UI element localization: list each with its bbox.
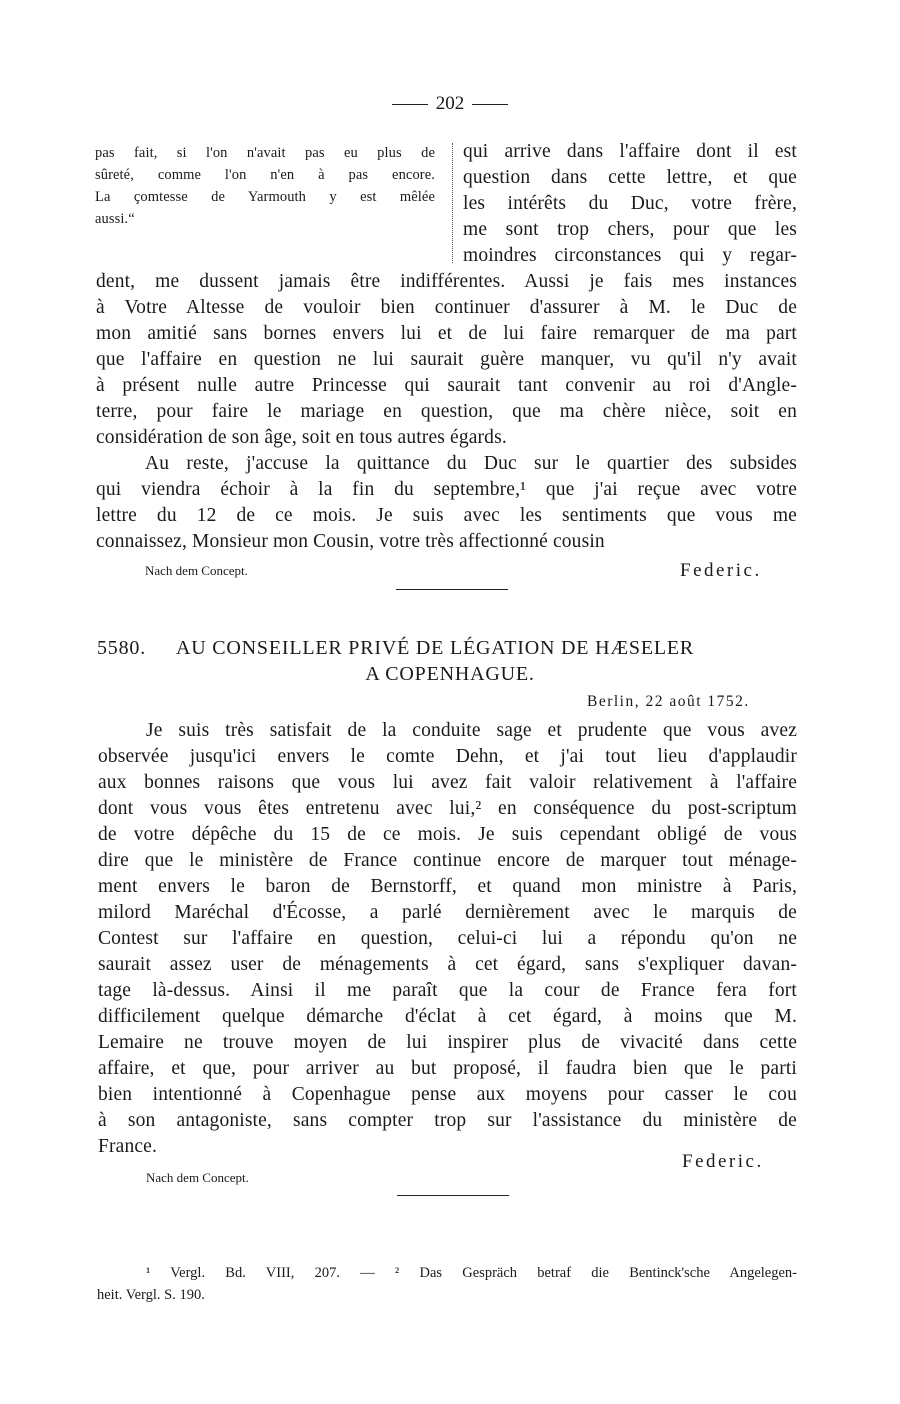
letter2-line-10: saurait assez user de ménagements à cet égard, sans s'expliquer davan- xyxy=(98,954,797,975)
letter2-line-16: à son antagoniste, sans compter trop sur l'assistance du ministère de xyxy=(98,1110,797,1131)
body-line-10: lettre du 12 de ce mois. Je suis avec les sentiments que vous me xyxy=(96,505,797,526)
letter1-source: Nach dem Concept. xyxy=(145,563,248,578)
body-line-2: à Votre Altesse de vouloir bien continuer d'assurer à M. le Duc de xyxy=(96,297,797,318)
letter2-line-9: Contest sur l'affaire en question, celui-ci lui a répondu qu'on ne xyxy=(98,928,797,949)
letter1-signature: Federic. xyxy=(680,560,762,581)
letter2-line-14: affaire, et que, pour arriver au but proposé, il faudra bien que le parti xyxy=(98,1058,797,1079)
footnote-line-2: heit. Vergl. S. 190. xyxy=(97,1287,205,1303)
letter2-line-15: bien intentionné à Copenhague pense aux moyens pour casser le cou xyxy=(98,1084,797,1105)
body-line-9: qui viendra échoir à la fin du septembre,¹ que j'ai reçue avec votre xyxy=(96,479,797,500)
letter-title-line-2: A COPENHAGUE. xyxy=(365,663,535,685)
letter2-line-3: aux bonnes raisons que vous lui avez fait valoir relativement à l'affaire xyxy=(98,772,797,793)
body-line-6: terre, pour faire le mariage en question, que ma chère nièce, soit en xyxy=(96,401,797,422)
letter2-line-5: de votre dépêche du 15 de ce mois. Je suis cependant obligé de vous xyxy=(98,824,797,845)
page-number: 202 xyxy=(0,93,900,115)
body-line-4: que l'affaire en question ne lui saurait guère manquer, vu qu'il n'y avait xyxy=(96,349,797,370)
footnote-divider xyxy=(397,1195,509,1196)
left-quote-line-4: aussi.“ xyxy=(95,211,135,227)
letter2-line-7: ment envers le baron de Bernstorff, et quand mon ministre à Paris, xyxy=(98,876,797,897)
body-line-5: à présent nulle autre Princesse qui saurait tant convenir au roi d'Angle- xyxy=(96,375,797,396)
letter2-line-13: Lemaire ne trouve moyen de lui inspirer plus de vivacité dans cette xyxy=(98,1032,797,1053)
left-quote-line-2: sûreté, comme l'on n'en à pas encore. xyxy=(95,167,435,183)
right-dash xyxy=(472,104,508,105)
right-column-line-1: qui arrive dans l'affaire dont il est xyxy=(463,141,797,162)
left-quote-line-1: pas fait, si l'on n'avait pas eu plus de xyxy=(95,145,435,161)
body-line-3: mon amitié sans bornes envers lui et de lui faire remarquer de ma part xyxy=(96,323,797,344)
letter2-line-2: observée jusqu'ici envers le comte Dehn, et j'ai tout lieu d'applaudir xyxy=(98,746,797,767)
body-line-1: dent, me dussent jamais être indifférentes. Aussi je fais mes instances xyxy=(96,271,797,292)
right-column-line-5: moindres circonstances qui y regar- xyxy=(463,245,797,266)
left-dash xyxy=(392,104,428,105)
letter2-line-8: milord Maréchal d'Écosse, a parlé dernièrement avec le marquis de xyxy=(98,902,797,923)
letter2-line-4: dont vous vous êtes entretenu avec lui,² en conséquence du post-scriptum xyxy=(98,798,797,819)
letter-title-line-1: AU CONSEILLER PRIVÉ DE LÉGATION DE HÆSELER xyxy=(176,637,695,659)
body-line-7: considération de son âge, soit en tous autres égards. xyxy=(96,427,507,448)
body-line-11: connaissez, Monsieur mon Cousin, votre très affectionné cousin xyxy=(96,531,605,552)
letter-dateline: Berlin, 22 août 1752. xyxy=(587,693,750,710)
letter2-line-1: Je suis très satisfait de la conduite sage et prudente que vous avez xyxy=(146,720,797,741)
body-line-8: Au reste, j'accuse la quittance du Duc sur le quartier des subsides xyxy=(145,453,797,474)
column-separator xyxy=(452,143,453,263)
letter-number: 5580. xyxy=(97,637,146,659)
letter2-line-11: tage là-dessus. Ainsi il me paraît que la cour de France fera fort xyxy=(98,980,797,1001)
letter2-line-12: difficilement quelque démarche d'éclat à cet égard, à moins que M. xyxy=(98,1006,797,1027)
footnote-line-1: ¹ Vergl. Bd. VIII, 207. — ² Das Gespräch betraf die Bentinck'sche Angelegen- xyxy=(146,1265,797,1281)
right-column-line-3: les intérêts du Duc, votre frère, xyxy=(463,193,797,214)
section-divider xyxy=(396,589,508,590)
right-column-line-4: me sont trop chers, pour que les xyxy=(463,219,797,240)
right-column-line-2: question dans cette lettre, et que xyxy=(463,167,797,188)
left-quote-line-3: La çomtesse de Yarmouth y est mêlée xyxy=(95,189,435,205)
letter2-line-17: France. xyxy=(98,1136,157,1157)
letter2-signature: Federic. xyxy=(682,1151,764,1172)
letter2-line-6: dire que le ministère de France continue encore de marquer tout ménage- xyxy=(98,850,797,871)
letter2-source: Nach dem Concept. xyxy=(146,1170,249,1185)
